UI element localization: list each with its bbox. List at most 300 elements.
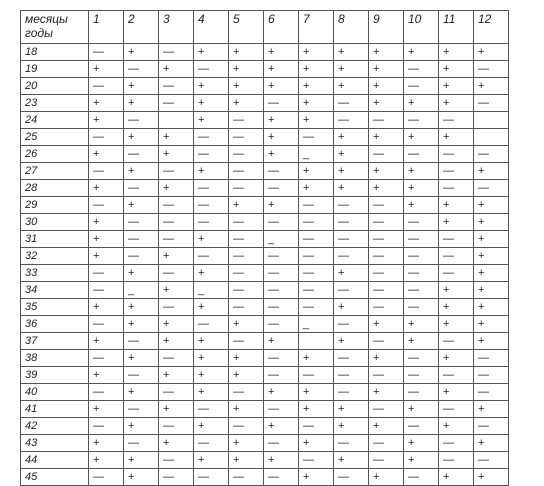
mark-cell: — — [404, 265, 439, 282]
mark-cell: — — [474, 146, 509, 163]
mark-cell: — — [404, 469, 439, 486]
mark-cell: — — [89, 197, 124, 214]
mark-cell: — — [89, 384, 124, 401]
mark-cell: + — [264, 452, 299, 469]
mark-cell: + — [439, 78, 474, 95]
mark-cell: + — [474, 299, 509, 316]
mark-cell: — — [299, 129, 334, 146]
table-row — [21, 452, 509, 469]
mark-cell: + — [369, 61, 404, 78]
mark-cell: + — [194, 418, 229, 435]
mark-cell: + — [89, 214, 124, 231]
table-row — [21, 180, 509, 197]
month-header-3: 3 — [159, 11, 194, 44]
mark-cell: — — [299, 231, 334, 248]
year-cell: 36 — [21, 316, 89, 333]
mark-cell: + — [334, 401, 369, 418]
mark-cell: + — [334, 61, 369, 78]
mark-cell: — — [334, 384, 369, 401]
mark-cell: + — [299, 384, 334, 401]
table-row — [21, 78, 509, 95]
mark-cell: + — [159, 248, 194, 265]
mark-cell: + — [159, 61, 194, 78]
mark-cell: — — [299, 299, 334, 316]
mark-cell: + — [264, 146, 299, 163]
mark-cell: — — [404, 214, 439, 231]
mark-cell: — — [229, 231, 264, 248]
mark-cell: + — [89, 367, 124, 384]
mark-cell: + — [369, 129, 404, 146]
mark-cell: — — [439, 367, 474, 384]
mark-cell: + — [194, 163, 229, 180]
year-cell: 30 — [21, 214, 89, 231]
mark-cell: — — [89, 316, 124, 333]
mark-cell: — — [124, 367, 159, 384]
mark-cell: — — [369, 452, 404, 469]
mark-cell: + — [159, 367, 194, 384]
table-row — [21, 418, 509, 435]
mark-cell: + — [439, 129, 474, 146]
mark-cell: — — [334, 214, 369, 231]
table-row — [21, 44, 509, 61]
mark-cell: — — [474, 61, 509, 78]
year-cell: 29 — [21, 197, 89, 214]
mark-cell: + — [334, 44, 369, 61]
mark-cell: — — [299, 197, 334, 214]
mark-cell: + — [404, 197, 439, 214]
mark-cell: + — [404, 316, 439, 333]
mark-cell: + — [474, 435, 509, 452]
mark-cell: — — [299, 452, 334, 469]
mark-cell: + — [334, 265, 369, 282]
mark-cell: + — [299, 44, 334, 61]
year-cell: 35 — [21, 299, 89, 316]
mark-cell: — — [159, 350, 194, 367]
year-cell: 39 — [21, 367, 89, 384]
mark-cell: — — [264, 401, 299, 418]
table-row — [21, 282, 509, 299]
table-row — [21, 350, 509, 367]
mark-cell: + — [89, 435, 124, 452]
mark-cell: — — [124, 435, 159, 452]
month-header-8: 8 — [334, 11, 369, 44]
year-cell: 23 — [21, 95, 89, 112]
mark-cell: + — [194, 44, 229, 61]
mark-cell: + — [474, 214, 509, 231]
mark-cell: — — [369, 112, 404, 129]
mark-cell: — — [229, 214, 264, 231]
mark-cell: + — [124, 129, 159, 146]
mark-cell: — — [124, 248, 159, 265]
mark-cell: — — [194, 180, 229, 197]
mark-cell: — — [159, 163, 194, 180]
year-cell: 33 — [21, 265, 89, 282]
year-cell: 31 — [21, 231, 89, 248]
year-cell: 45 — [21, 469, 89, 486]
mark-cell: + — [124, 299, 159, 316]
mark-cell — [299, 333, 334, 350]
month-header-7: 7 — [299, 11, 334, 44]
mark-cell: — — [369, 435, 404, 452]
mark-cell: + — [124, 316, 159, 333]
mark-cell: + — [124, 44, 159, 61]
mark-cell: + — [369, 95, 404, 112]
table-row — [21, 95, 509, 112]
mark-cell: — — [369, 197, 404, 214]
mark-cell: — — [474, 180, 509, 197]
mark-cell: — — [439, 452, 474, 469]
mark-cell: + — [229, 401, 264, 418]
mark-cell: + — [124, 452, 159, 469]
mark-cell: + — [89, 299, 124, 316]
mark-cell: + — [474, 248, 509, 265]
table-row — [21, 146, 509, 163]
mark-cell: — — [439, 265, 474, 282]
mark-cell: + — [194, 367, 229, 384]
table-row — [21, 231, 509, 248]
mark-cell: — — [159, 469, 194, 486]
mark-cell: — — [439, 435, 474, 452]
mark-cell: + — [299, 180, 334, 197]
month-header-4: 4 — [194, 11, 229, 44]
table-row — [21, 129, 509, 146]
mark-cell: — — [194, 248, 229, 265]
mark-cell: — — [159, 384, 194, 401]
mark-cell: — — [369, 248, 404, 265]
table-row — [21, 435, 509, 452]
mark-cell: + — [89, 61, 124, 78]
mark-cell: + — [439, 299, 474, 316]
mark-cell: + — [404, 401, 439, 418]
mark-cell: + — [89, 112, 124, 129]
mark-cell: + — [474, 231, 509, 248]
mark-cell: — — [194, 146, 229, 163]
mark-cell: + — [229, 95, 264, 112]
mark-cell: + — [474, 44, 509, 61]
mark-cell: + — [264, 44, 299, 61]
mark-cell: + — [474, 333, 509, 350]
mark-cell: — — [194, 435, 229, 452]
mark-cell: — — [264, 214, 299, 231]
mark-cell: — — [439, 401, 474, 418]
mark-cell: — — [299, 248, 334, 265]
mark-cell: + — [124, 418, 159, 435]
mark-cell: + — [439, 95, 474, 112]
mark-cell: — — [299, 214, 334, 231]
header-row — [21, 11, 509, 44]
mark-cell: — — [334, 95, 369, 112]
mark-cell: + — [474, 163, 509, 180]
mark-cell: + — [124, 384, 159, 401]
mark-cell: — — [474, 350, 509, 367]
table-row — [21, 248, 509, 265]
mark-cell: + — [194, 333, 229, 350]
mark-cell: + — [229, 452, 264, 469]
mark-cell: — — [264, 282, 299, 299]
mark-cell: + — [474, 78, 509, 95]
mark-cell: — — [299, 418, 334, 435]
mark-cell: + — [264, 61, 299, 78]
mark-cell: — — [159, 418, 194, 435]
mark-cell: — — [264, 367, 299, 384]
mark-cell: — — [334, 316, 369, 333]
mark-cell: + — [89, 333, 124, 350]
mark-cell: + — [89, 248, 124, 265]
year-cell: 27 — [21, 163, 89, 180]
mark-cell: + — [439, 384, 474, 401]
year-cell: 40 — [21, 384, 89, 401]
mark-cell: — — [404, 78, 439, 95]
mark-cell: + — [439, 282, 474, 299]
mark-cell: — — [404, 418, 439, 435]
mark-cell: — — [334, 350, 369, 367]
month-header-10: 10 — [404, 11, 439, 44]
mark-cell: + — [299, 350, 334, 367]
year-cell: 26 — [21, 146, 89, 163]
mark-cell: — — [229, 299, 264, 316]
mark-cell: + — [404, 435, 439, 452]
mark-cell: + — [264, 129, 299, 146]
mark-cell: — — [124, 231, 159, 248]
mark-cell: — — [334, 248, 369, 265]
mark-cell: + — [439, 316, 474, 333]
mark-cell: — — [439, 333, 474, 350]
mark-cell: — — [229, 282, 264, 299]
mark-cell: + — [369, 469, 404, 486]
mark-cell: — — [194, 197, 229, 214]
mark-cell: + — [474, 316, 509, 333]
mark-cell: + — [474, 265, 509, 282]
mark-cell: — — [264, 95, 299, 112]
mark-cell — [474, 112, 509, 129]
mark-cell: + — [194, 452, 229, 469]
mark-cell: + — [159, 435, 194, 452]
mark-cell: + — [439, 44, 474, 61]
mark-cell: — — [404, 384, 439, 401]
year-cell: 42 — [21, 418, 89, 435]
mark-cell: — — [334, 112, 369, 129]
mark-cell: + — [334, 299, 369, 316]
mark-cell: — — [439, 112, 474, 129]
year-cell: 32 — [21, 248, 89, 265]
mark-cell: + — [194, 95, 229, 112]
mark-cell: + — [404, 95, 439, 112]
mark-cell: — — [404, 299, 439, 316]
mark-cell: — — [159, 214, 194, 231]
mark-cell: — — [474, 384, 509, 401]
mark-cell: + — [439, 350, 474, 367]
mark-cell: + — [404, 333, 439, 350]
mark-cell: _ — [124, 282, 159, 299]
mark-cell: + — [194, 350, 229, 367]
mark-cell: + — [439, 469, 474, 486]
mark-cell: — — [89, 469, 124, 486]
mark-cell: — — [264, 316, 299, 333]
mark-cell: — — [124, 333, 159, 350]
mark-cell: + — [299, 112, 334, 129]
mark-cell: — — [159, 452, 194, 469]
mark-cell: + — [159, 129, 194, 146]
mark-cell: — — [124, 214, 159, 231]
mark-cell: — — [404, 367, 439, 384]
mark-cell: + — [439, 418, 474, 435]
mark-cell: — — [264, 299, 299, 316]
mark-cell: — — [264, 163, 299, 180]
mark-cell: — — [299, 282, 334, 299]
mark-cell: + — [124, 197, 159, 214]
mark-cell: + — [299, 469, 334, 486]
table-row — [21, 316, 509, 333]
month-header-6: 6 — [264, 11, 299, 44]
mark-cell: — — [264, 469, 299, 486]
mark-cell: + — [264, 197, 299, 214]
table-body — [21, 44, 509, 486]
year-cell: 20 — [21, 78, 89, 95]
mark-cell: + — [299, 401, 334, 418]
month-header-11: 11 — [439, 11, 474, 44]
table-row — [21, 163, 509, 180]
mark-cell: + — [369, 316, 404, 333]
mark-cell: — — [89, 78, 124, 95]
mark-cell: + — [404, 180, 439, 197]
mark-cell: — — [474, 452, 509, 469]
mark-cell: _ — [299, 316, 334, 333]
mark-cell: + — [404, 452, 439, 469]
mark-cell: + — [194, 112, 229, 129]
mark-cell: + — [194, 78, 229, 95]
mark-cell: + — [299, 95, 334, 112]
year-cell: 24 — [21, 112, 89, 129]
mark-cell: — — [369, 214, 404, 231]
mark-cell: — — [229, 146, 264, 163]
mark-cell: + — [369, 384, 404, 401]
mark-cell: — — [404, 282, 439, 299]
mark-cell: — — [369, 231, 404, 248]
mark-cell: + — [474, 401, 509, 418]
mark-cell: + — [439, 197, 474, 214]
mark-cell: — — [334, 231, 369, 248]
mark-cell: + — [229, 350, 264, 367]
mark-cell: — — [474, 95, 509, 112]
mark-cell: — — [194, 214, 229, 231]
mark-cell: _ — [264, 231, 299, 248]
mark-cell: + — [229, 61, 264, 78]
mark-cell: — — [299, 367, 334, 384]
mark-cell: — — [229, 112, 264, 129]
mark-cell: + — [194, 265, 229, 282]
mark-cell: — — [229, 265, 264, 282]
year-cell: 18 — [21, 44, 89, 61]
mark-cell: + — [334, 78, 369, 95]
mark-cell — [474, 129, 509, 146]
mark-cell: — — [404, 61, 439, 78]
mark-cell: — — [369, 146, 404, 163]
month-header-2: 2 — [124, 11, 159, 44]
mark-cell: — — [159, 44, 194, 61]
mark-cell: — — [369, 367, 404, 384]
mark-cell: + — [159, 333, 194, 350]
mark-cell: + — [89, 146, 124, 163]
mark-cell: + — [194, 231, 229, 248]
mark-cell: — — [159, 299, 194, 316]
table-row — [21, 384, 509, 401]
mark-cell: — — [229, 180, 264, 197]
table-row — [21, 299, 509, 316]
years-label: годы — [25, 26, 53, 40]
mark-cell: + — [299, 163, 334, 180]
mark-cell: + — [369, 78, 404, 95]
table-row — [21, 401, 509, 418]
mark-cell: — — [439, 146, 474, 163]
calendar-table — [20, 10, 509, 486]
mark-cell: — — [439, 163, 474, 180]
month-header-1: 1 — [89, 11, 124, 44]
year-cell: 41 — [21, 401, 89, 418]
mark-cell: — — [89, 282, 124, 299]
mark-cell: — — [194, 316, 229, 333]
mark-cell: — — [439, 231, 474, 248]
mark-cell: + — [439, 214, 474, 231]
mark-cell: — — [334, 469, 369, 486]
mark-cell: + — [89, 95, 124, 112]
mark-cell: — — [159, 95, 194, 112]
mark-cell: + — [369, 180, 404, 197]
mark-cell: — — [264, 435, 299, 452]
table-row — [21, 197, 509, 214]
mark-cell — [159, 112, 194, 129]
year-cell: 38 — [21, 350, 89, 367]
mark-cell: — — [369, 401, 404, 418]
mark-cell: — — [124, 180, 159, 197]
mark-cell: + — [334, 180, 369, 197]
mark-cell: — — [439, 180, 474, 197]
year-cell: 44 — [21, 452, 89, 469]
mark-cell: + — [369, 350, 404, 367]
mark-cell: — — [264, 180, 299, 197]
table-row — [21, 265, 509, 282]
mark-cell: — — [124, 112, 159, 129]
months-label: месяцы — [25, 12, 68, 26]
month-header-9: 9 — [369, 11, 404, 44]
mark-cell: + — [89, 452, 124, 469]
month-header-12: 12 — [474, 11, 509, 44]
table-row — [21, 367, 509, 384]
mark-cell: — — [334, 367, 369, 384]
mark-cell: — — [439, 248, 474, 265]
mark-cell: — — [404, 146, 439, 163]
mark-cell: + — [229, 367, 264, 384]
mark-cell: — — [194, 61, 229, 78]
mark-cell: — — [89, 350, 124, 367]
mark-cell: + — [159, 282, 194, 299]
mark-cell: — — [404, 112, 439, 129]
mark-cell: — — [334, 197, 369, 214]
mark-cell: — — [334, 435, 369, 452]
mark-cell: + — [474, 469, 509, 486]
mark-cell: — — [229, 129, 264, 146]
mark-cell: + — [474, 282, 509, 299]
mark-cell: + — [159, 316, 194, 333]
mark-cell: — — [229, 469, 264, 486]
mark-cell: + — [299, 61, 334, 78]
mark-cell: — — [89, 129, 124, 146]
mark-cell: — — [159, 197, 194, 214]
mark-cell: + — [159, 146, 194, 163]
mark-cell: + — [124, 163, 159, 180]
mark-cell: — — [194, 129, 229, 146]
mark-cell: — — [89, 44, 124, 61]
mark-cell: — — [89, 265, 124, 282]
